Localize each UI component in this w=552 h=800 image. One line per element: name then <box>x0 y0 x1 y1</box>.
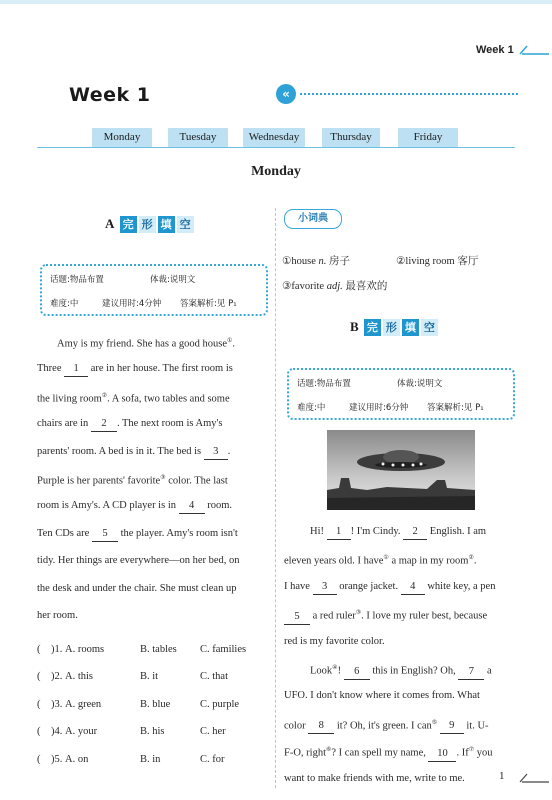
page-number: 1 <box>499 770 505 782</box>
dictionary-badge: 小词典 <box>284 209 342 229</box>
corner-arrow-icon <box>519 44 549 58</box>
question-number: ( )1. <box>37 644 63 655</box>
passage-line: Hi! 1 ! I'm Cindy. 2 English. I am <box>310 518 486 545</box>
info-genre: 体裁:说明文 <box>150 275 196 285</box>
blank-5[interactable]: 5 <box>284 610 310 625</box>
option-b[interactable]: B. tables <box>140 644 177 655</box>
section-a-chars <box>118 216 194 233</box>
section-b-chars <box>362 319 438 336</box>
passage-line: Three 1 are in her house. The first room is <box>37 355 233 382</box>
blank-3[interactable]: 3 <box>204 445 228 460</box>
option-c[interactable]: C. her <box>200 726 226 737</box>
passage-line: 5 a red ruler③. I love my ruler best, because <box>284 600 487 630</box>
blank-2[interactable]: 2 <box>403 525 427 540</box>
passage-line: the living room②. A sofa, two tables and some <box>37 392 230 405</box>
ufo-photo <box>327 430 475 510</box>
question-number: ( )5. <box>37 754 63 765</box>
passage-line: tidy. Her things are everywhere—on her bed, on <box>37 555 240 567</box>
section-b-char: 填 <box>402 319 419 336</box>
question-number: ( )2. <box>37 671 63 682</box>
passage-line: Purple is her parents' favorite③ color. The last <box>37 475 228 487</box>
day-heading: Monday <box>251 164 301 179</box>
corner-arrow-icon <box>519 772 549 786</box>
dictionary-entry: ①house n. 房子 <box>282 256 351 267</box>
info-answer: 答案解析:见 P₁ <box>180 299 237 309</box>
passage-line: eleven years old. I have① a map in my room②. <box>284 555 477 567</box>
passage-line: want to make friends with me, write to me. <box>284 772 465 784</box>
blank-6[interactable]: 6 <box>344 665 370 680</box>
info-time: 建议用时:4分钟 <box>102 299 162 309</box>
info-genre: 体裁:说明文 <box>397 379 443 389</box>
section-b-char: 形 <box>383 319 400 336</box>
section-a-title <box>105 215 194 233</box>
blank-1[interactable]: 1 <box>327 525 351 540</box>
option-a[interactable]: A. on <box>65 754 89 765</box>
blank-4[interactable]: 4 <box>401 580 425 595</box>
section-a-letter: A <box>105 216 115 232</box>
question-number: ( )4. <box>37 726 63 737</box>
passage-line: Amy is my friend. She has a good house①. <box>57 338 236 350</box>
passage-line: the desk and under the chair. She must clean up <box>37 582 237 594</box>
option-b[interactable]: B. it <box>140 671 159 682</box>
passage-line: color 8 it? Oh, it's green. I can⑤ 9 it. U- <box>284 710 489 740</box>
tab-wednesday[interactable]: Wednesday <box>243 128 305 147</box>
passage-line: red is my favorite color. <box>284 635 385 647</box>
option-c[interactable]: C. families <box>200 644 247 655</box>
passage-line: Look④! 6 this in English? Oh, 7 a <box>310 655 492 685</box>
blank-10[interactable]: 10 <box>428 747 456 762</box>
option-b[interactable]: B. his <box>140 726 165 737</box>
tab-monday[interactable]: Monday <box>92 128 152 147</box>
tab-underline <box>37 147 515 148</box>
section-b-letter: B <box>350 319 359 335</box>
dotted-rule <box>300 93 518 95</box>
option-a[interactable]: A. rooms <box>65 644 105 655</box>
option-a[interactable]: A. your <box>65 726 98 737</box>
section-a-char: 空 <box>177 216 194 233</box>
blank-9[interactable]: 9 <box>440 719 464 734</box>
passage-line: parents' room. A bed is in it. The bed is 3 . <box>37 438 230 465</box>
dictionary-entry: ③favorite adj. 最喜欢的 <box>282 281 388 292</box>
top-tint-strip <box>0 0 552 4</box>
question-number: ( )3. <box>37 699 63 710</box>
tab-friday[interactable]: Friday <box>398 128 458 147</box>
info-topic: 话题:物品布置 <box>50 275 104 285</box>
passage-line: her room. <box>37 610 78 621</box>
section-a-info-box <box>40 264 268 316</box>
section-b-info-box <box>287 368 515 420</box>
option-c[interactable]: C. purple <box>200 699 240 710</box>
blank-5[interactable]: 5 <box>92 527 118 542</box>
column-divider <box>275 208 276 788</box>
option-c[interactable]: C. that <box>200 671 228 682</box>
section-a-char: 形 <box>139 216 156 233</box>
week-title: Week 1 <box>69 84 151 106</box>
tab-thursday[interactable]: Thursday <box>322 128 380 147</box>
option-c[interactable]: C. for <box>200 754 225 765</box>
blank-7[interactable]: 7 <box>458 665 484 680</box>
passage-line: Ten CDs are 5 the player. Amy's room isn't <box>37 520 238 547</box>
section-a-char: 填 <box>158 216 175 233</box>
info-difficulty: 难度:中 <box>297 403 326 413</box>
option-b[interactable]: B. blue <box>140 699 171 710</box>
info-difficulty: 难度:中 <box>50 299 79 309</box>
dictionary-entry: ②living room 客厅 <box>396 256 479 267</box>
passage-line: chairs are in 2 . The next room is Amy's <box>37 410 222 437</box>
blank-1[interactable]: 1 <box>64 362 88 377</box>
blank-2[interactable]: 2 <box>91 417 117 432</box>
section-b-char: 完 <box>364 319 381 336</box>
option-a[interactable]: A. this <box>65 671 94 682</box>
section-b-char: 空 <box>421 319 438 336</box>
blank-4[interactable]: 4 <box>179 499 205 514</box>
running-head: Week 1 <box>476 44 514 56</box>
info-topic: 话题:物品布置 <box>297 379 351 389</box>
info-time: 建议用时:6分钟 <box>349 403 409 413</box>
info-answer: 答案解析:见 P₁ <box>427 403 484 413</box>
passage-line: I have 3 orange jacket. 4 white key, a pen <box>284 573 495 600</box>
tab-tuesday[interactable]: Tuesday <box>168 128 228 147</box>
passage-line: UFO. I don't know where it comes from. What <box>284 690 480 702</box>
section-a-char: 完 <box>120 216 137 233</box>
option-a[interactable]: A. green <box>65 699 102 710</box>
section-b-title <box>350 318 438 336</box>
blank-3[interactable]: 3 <box>313 580 337 595</box>
passage-line: room is Amy's. A CD player is in 4 room. <box>37 492 232 519</box>
passage-line: F-O, right⑥? I can spell my name, 10 . If⑦ you <box>284 737 493 767</box>
blank-8[interactable]: 8 <box>308 719 334 734</box>
option-b[interactable]: B. in <box>140 754 161 765</box>
rewind-icon: « <box>276 84 296 104</box>
